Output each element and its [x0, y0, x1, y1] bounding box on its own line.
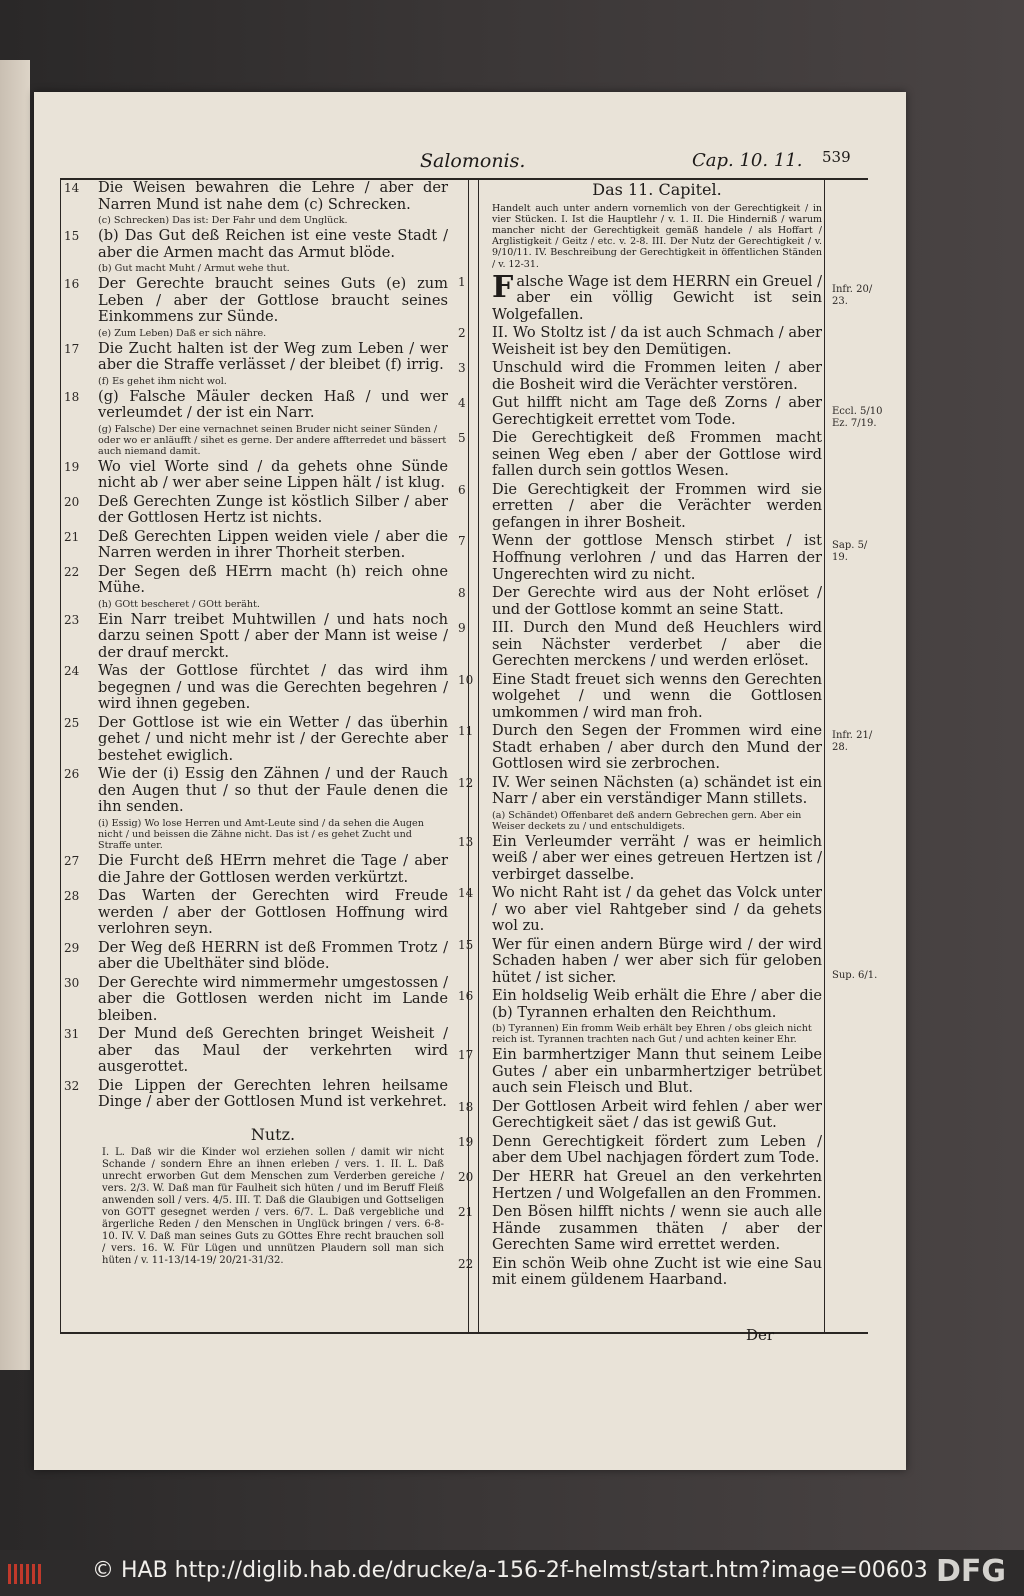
- verse-text: Die Zucht halten ist der Weg zum Leben / wer aber die Straffe verlässet / der bleibet (f) irrig.: [98, 339, 448, 374]
- verse-text: Der Gottlose ist wie ein Wetter / das überhin gehet / und nicht mehr ist / der Gerechte aber bestehet ewiglich.: [98, 713, 448, 764]
- verse-text: II. Wo Stoltz ist / da ist auch Schmach / aber Weisheit ist bey den Demütigen.: [492, 324, 822, 358]
- verse-text: Eine Stadt freuet sich wenns den Gerechten wolgehet / und wenn die Gottlosen umkommen / wird man froh.: [492, 670, 822, 721]
- margin-ref: Eccl. 5/10 Ez. 7/19.: [832, 406, 883, 429]
- verse: [458, 1097, 822, 1132]
- verse-number: 31: [64, 1027, 80, 1042]
- verse-text: IV. Wer seinen Nächsten (a) schändet ist ein Narr / aber ein verständiger Mann stillets.: [492, 773, 822, 808]
- verse: [64, 387, 448, 422]
- verse: [458, 429, 822, 480]
- verse-number: 12: [458, 775, 474, 790]
- margin-ref: Infr. 20/ 23.: [832, 284, 873, 307]
- verse: [458, 1254, 822, 1289]
- verse-number: 15: [458, 937, 474, 952]
- verse: [64, 227, 448, 261]
- margin-ref: Sup. 6/1.: [832, 970, 878, 981]
- verse-text: Die Weisen bewahren die Lehre / aber der Narren Mund ist nahe dem (c) Schrecken.: [98, 179, 448, 213]
- right-column: [458, 180, 822, 1291]
- verse-text: Wie der (i) Essig den Zähnen / und der Rauch den Augen thut / so thut der Faule denen die ihn senden.: [98, 765, 448, 816]
- verse-number: 14: [64, 181, 80, 195]
- verse-number: 18: [64, 389, 80, 404]
- verse-number: 4: [458, 396, 466, 411]
- verse-text: Ein holdselig Weib erhält die Ehre / aber die (b) Tyrannen erhalten den Reichthum.: [492, 987, 822, 1021]
- verse-text: Der Mund deß Gerechten bringet Weisheit / aber das Maul der verkehrten wird ausgerottet.: [98, 1025, 448, 1076]
- gloss-note: (e) Zum Leben) Daß er sich nähre.: [98, 327, 267, 339]
- verse-number: 16: [64, 277, 80, 292]
- verse-number: 9: [458, 621, 466, 636]
- verse: [64, 610, 448, 662]
- verse: [458, 722, 822, 773]
- chapter-heading: Das 11. Capitel.: [592, 180, 722, 199]
- verse-number: 22: [458, 1256, 474, 1271]
- verse-text: Ein schön Weib ohne Zucht ist wie eine Sau mit einem güldenem Haarband.: [492, 1254, 822, 1289]
- verse-text: Der Gerechte wird aus der Noht erlöset / und der Gottlose kommt an seine Statt.: [492, 584, 822, 618]
- verse: [64, 713, 448, 765]
- verse-number: 26: [64, 767, 80, 782]
- verse-text: Der Gottlosen Arbeit wird fehlen / aber wer Gerechtigkeit säet / das ist gewiß Gut.: [492, 1097, 822, 1132]
- verse-number: 17: [64, 341, 80, 356]
- verse: [458, 480, 822, 532]
- verse-number: 19: [458, 1134, 474, 1149]
- gloss-note: (f) Es gehet ihm nicht wol.: [98, 375, 227, 387]
- library-logo-icon: [6, 1562, 46, 1586]
- verse-text: alsche Wage ist dem HERRN ein Greuel / aber ein völlig Gewicht ist sein Wolgefallen.: [492, 272, 822, 323]
- verse-number: 19: [64, 459, 80, 474]
- chapter-summary: Handelt auch unter andern vornemlich von der Gerechtigkeit / in vier Stücken. I. Ist die Hauptlehr / v. 1. II. Die Hinderniß / warum mancher nicht der Gerechtigkeit gemäß handele / als Hoffart / Arglistigkeit / Geitz / etc. v. 2-8. III. Der Nutz der Gerechtigkeit / v. 9/10/11. IV. Beschreibung der Gerechtigkeit in öffentlichen Ständen / v. 12-31.: [492, 202, 822, 270]
- verse: [64, 1076, 448, 1111]
- verse-number: 25: [64, 715, 80, 730]
- verse-number: 3: [458, 361, 466, 376]
- verse-number: 7: [458, 534, 466, 549]
- verse-number: 29: [64, 940, 80, 955]
- verse: [64, 179, 448, 213]
- verse-number: 16: [458, 989, 474, 1004]
- verse: [458, 935, 822, 987]
- verse-text: Durch den Segen der Frommen wird eine Stadt erhaben / aber durch den Mund der Gottlosen wird sie zerbrochen.: [492, 722, 822, 773]
- verse-number: 27: [64, 853, 80, 868]
- book-page: [34, 92, 906, 1470]
- verse: [458, 1046, 822, 1097]
- verse-text: (b) Das Gut deß Reichen ist eine veste Stadt / aber die Armen macht das Armut blöde.: [98, 227, 448, 261]
- verse-text: Unschuld wird die Frommen leiten / aber die Bosheit wird die Verächter verstören.: [492, 359, 822, 393]
- catchword: Der: [746, 1326, 775, 1344]
- verse-number: 22: [64, 564, 80, 579]
- verse: [458, 269, 822, 324]
- verse: [64, 339, 448, 374]
- verse-text: Die Gerechtigkeit deß Frommen macht seinen Weg eben / aber der Gottlose wird fallen durch sein gottlos Wesen.: [492, 429, 822, 480]
- verse: [64, 851, 448, 886]
- gloss-note: (h) GOtt bescheret / GOtt beräht.: [98, 598, 260, 610]
- verse-number: 24: [64, 664, 80, 679]
- verse-text: Wer für einen andern Bürge wird / der wird Schaden haben / wer aber sich für geloben hütet / ist sicher.: [492, 935, 822, 986]
- rule-margin: [824, 180, 825, 1332]
- margin-ref: Infr. 21/ 28.: [832, 730, 873, 753]
- verse-text: Der Weg deß HERRN ist deß Frommen Trotz / aber die Ubelthäter sind blöde.: [98, 938, 448, 973]
- gloss-note: (i) Essig) Wo lose Herren und Amt-Leute sind / da sehen die Augen nicht / und beissen die Zähne nicht. Das ist / es gehet Zucht und Straffe unter.: [98, 817, 424, 851]
- verse-text: III. Durch den Mund deß Heuchlers wird sein Nächster verderbet / aber die Gerechten merckens / und werden erlöset.: [492, 619, 822, 670]
- verse-text: Wenn der gottlose Mensch stirbet / ist Hoffnung verlohren / und das Harren der Ungerechten wird zu nicht.: [492, 532, 822, 583]
- verse: [64, 1025, 448, 1076]
- verse: [64, 275, 448, 326]
- gloss-note: (b) Gut macht Muht / Armut wehe thut.: [98, 263, 290, 275]
- gloss-note: (b) Tyrannen) Ein fromm Weib erhält bey Ehren / obs gleich nicht reich ist. Tyrannen trachten nach Gut / und achten keiner Ehr.: [492, 1023, 812, 1046]
- verse-text: Was der Gottlose fürchtet / das wird ihm begegnen / und was die Gerechten begehren / wird ihnen gegeben.: [98, 662, 448, 713]
- verse-number: 13: [458, 834, 474, 849]
- verse: [64, 662, 448, 713]
- rule-center-2: [478, 180, 479, 1332]
- verse-text: Der Segen deß HErrn macht (h) reich ohne Mühe.: [98, 562, 448, 597]
- verse-text: Ein Narr treibet Muhtwillen / und hats noch darzu seinen Spott / aber der Mann ist weise / der drauf merckt.: [98, 610, 448, 661]
- verse: [458, 394, 822, 428]
- verse-number: 15: [64, 229, 80, 244]
- rule-center: [468, 180, 469, 1332]
- rule-left: [60, 180, 61, 1332]
- dfg-logo: DFG: [936, 1554, 1007, 1589]
- verse: [64, 973, 448, 1025]
- verse-text: Die Gerechtigkeit der Frommen wird sie erretten / aber die Verächter werden gefangen in ihrer Bosheit.: [492, 480, 822, 531]
- verse: [458, 773, 822, 808]
- verse-text: Deß Gerechten Lippen weiden viele / aber die Narren werden in ihrer Thorheit sterben.: [98, 527, 448, 562]
- verse: [64, 938, 448, 973]
- verse-number: 21: [458, 1205, 474, 1220]
- drop-cap: F: [492, 269, 514, 305]
- verse: [458, 987, 822, 1021]
- verse-number: 6: [458, 482, 466, 497]
- verse: [458, 532, 822, 583]
- verse-number: 21: [64, 529, 80, 544]
- verse-number: 11: [458, 724, 474, 739]
- verse-text: Der Gerechte braucht seines Guts (e) zum Leben / aber der Gottlose braucht seines Einkommens zur Sünde.: [98, 275, 448, 326]
- verse-number: 23: [64, 612, 80, 627]
- verse-text: Wo nicht Raht ist / da gehet das Volck unter / wo aber viel Rahtgeber sind / da gehets wol zu.: [492, 884, 822, 935]
- page-number: 539: [822, 148, 851, 166]
- verse-number: 18: [458, 1099, 474, 1114]
- gloss-note: (c) Schrecken) Das ist: Der Fahr und dem Unglück.: [98, 215, 348, 227]
- running-head: [60, 148, 868, 180]
- verse-text: Gut hilfft nicht am Tage deß Zorns / aber Gerechtigkeit errettet vom Tode.: [492, 394, 822, 428]
- verse: [64, 887, 448, 938]
- verse: [458, 584, 822, 618]
- verse: [458, 884, 822, 935]
- text-frame: [60, 179, 883, 1334]
- verse-number: 20: [458, 1170, 474, 1184]
- verse: [458, 324, 822, 358]
- verse: [458, 832, 822, 884]
- verse: [64, 765, 448, 816]
- verse-number: 17: [458, 1048, 474, 1063]
- verse: [64, 457, 448, 492]
- verse: [64, 562, 448, 597]
- verse: [458, 1132, 822, 1167]
- verse-number: 2: [458, 326, 466, 341]
- verse: [458, 359, 822, 393]
- verse-number: 1: [458, 274, 466, 289]
- left-column: [64, 179, 448, 1267]
- nutz-heading: Nutz.: [250, 1124, 296, 1144]
- verse-text: Der HERR hat Greuel an den verkehrten Hertzen / und Wolgefallen an den Frommen.: [492, 1168, 822, 1202]
- verse-text: Die Furcht deß HErrn mehret die Tage / aber die Jahre der Gottlosen werden verkürtzt.: [98, 851, 448, 886]
- verse: [458, 670, 822, 722]
- verse-number: 30: [64, 975, 80, 990]
- verse: [458, 1168, 822, 1202]
- chapter-indicator: Cap. 10. 11.: [692, 150, 803, 171]
- verse-number: 8: [458, 586, 466, 601]
- verse-text: (g) Falsche Mäuler decken Haß / und wer verleumdet / der ist ein Narr.: [98, 387, 448, 422]
- verse-text: Ein barmhertziger Mann thut seinem Leibe Gutes / aber ein unbarmhertziger betrübet auch sein Fleisch und Blut.: [492, 1046, 822, 1097]
- verse-text: Wo viel Worte sind / da gehets ohne Sünde nicht ab / wer aber seine Lippen hält / ist klug.: [98, 457, 448, 492]
- gloss-note: (g) Falsche) Der eine vernachnet seinen Bruder nicht seiner Sünden / oder wo er anläufft / sihet es gerne. Der andere affterredet und bässert auch niemand damit.: [98, 423, 447, 457]
- verse-text: Denn Gerechtigkeit fördert zum Leben / aber dem Ubel nachjagen fördert zum Tode.: [492, 1132, 822, 1167]
- gloss-note: (a) Schändet) Offenbaret deß andern Gebrechen gern. Aber ein Weiser deckets zu / und entschuldigets.: [492, 809, 802, 832]
- source-url[interactable]: © HAB http://diglib.hab.de/drucke/a-156-2f-helmst/start.htm?image=00603: [92, 1558, 928, 1583]
- verse-text: Die Lippen der Gerechten lehren heilsame Dinge / aber der Gottlosen Mund ist verkehret.: [98, 1076, 448, 1111]
- verse-text: Deß Gerechten Zunge ist köstlich Silber / aber der Gottlosen Hertz ist nichts.: [98, 492, 448, 527]
- verse: [458, 619, 822, 670]
- verse-number: 10: [458, 672, 474, 687]
- verse-number: 28: [64, 889, 80, 904]
- margin-ref: Sap. 5/ 19.: [832, 540, 868, 563]
- verse: [64, 492, 448, 527]
- running-title: Salomonis.: [420, 150, 526, 172]
- verse: [458, 1203, 822, 1254]
- verse-text: Das Warten der Gerechten wird Freude werden / aber der Gottlosen Hoffnung wird verlohren seyn.: [98, 887, 448, 938]
- verse-number: 20: [64, 494, 80, 509]
- footer-bar: [0, 1550, 1024, 1596]
- verse-number: 5: [458, 431, 466, 446]
- verse-number: 32: [64, 1078, 80, 1093]
- verse-text: Ein Verleumder verräht / was er heimlich weiß / aber wer eines getreuen Hertzen ist / verbirget dasselbe.: [492, 832, 822, 883]
- verse-text: Der Gerechte wird nimmermehr umgestossen / aber die Gottlosen werden nicht im Lande bleiben.: [98, 973, 448, 1024]
- nutz-text: I. L. Daß wir die Kinder wol erziehen sollen / damit wir nicht Schande / sondern Ehre an ihnen erleben / vers. 1. II. L. Daß unrecht erworben Gut dem Menschen zum Verderben gereiche / vers. 2/3. W. Daß man für Faulheit sich hüten / und im Beruff Fleiß anwenden soll / vers. 4/5. III. T. Daß die Glaubigen und Gottseligen von GOTT gesegnet werden / vers. 6/7. L. Daß vergebliche und ärgerliche Reden / den Menschen in Unglück bringen / vers. 6-8-10. IV. V. Daß man seines Guts zu GOttes Ehre recht brauchen soll / vers. 16. W. Für Lügen und unnützen Plaudern soll man sich hüten / v. 11-13/14-19/ 20/21-31/32.: [102, 1147, 444, 1267]
- adjacent-page-edge: [0, 60, 30, 1370]
- verse: [64, 527, 448, 562]
- verse-number: 14: [458, 886, 474, 901]
- verse-text: Den Bösen hilfft nichts / wenn sie auch alle Hände zusammen thäten / aber der Gerechten Same wird errettet werden.: [492, 1203, 822, 1254]
